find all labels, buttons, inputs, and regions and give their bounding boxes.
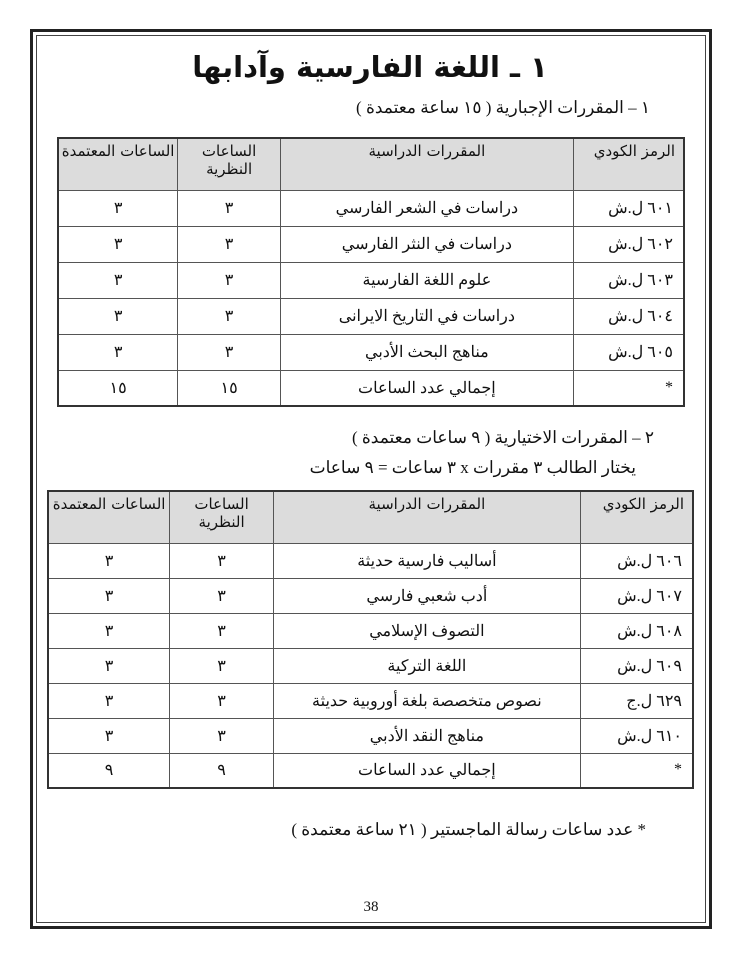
course-name-cell: أساليب فارسية حديثة — [273, 543, 580, 578]
course-code-cell: * — [573, 370, 684, 406]
table-row — [48, 718, 693, 753]
page-title: ١ ـ اللغة الفارسية وآدابها — [192, 50, 548, 84]
theory-hours-cell: ٣ — [170, 683, 274, 718]
header-code: الرمز الكودي — [573, 138, 684, 190]
credit-hours-cell: ٣ — [48, 613, 170, 648]
table-row — [58, 190, 684, 226]
credit-hours-cell: ٣ — [48, 718, 170, 753]
course-code-cell: ٦٠٩ ل.ش — [580, 648, 693, 683]
table-total-row — [48, 753, 693, 788]
theory-hours-cell: ٣ — [178, 190, 281, 226]
table-row — [58, 262, 684, 298]
header-credit-hours: الساعات المعتمدة — [58, 138, 178, 190]
theory-hours-cell: ٣ — [178, 226, 281, 262]
credit-hours-cell: ٣ — [58, 334, 178, 370]
course-code-cell: ٦٠٨ ل.ش — [580, 613, 693, 648]
course-name-cell: أدب شعبي فارسي — [273, 578, 580, 613]
header-code: الرمز الكودي — [580, 491, 693, 543]
course-name-cell: مناهج النقد الأدبي — [273, 718, 580, 753]
credit-hours-cell: ٩ — [48, 753, 170, 788]
section2-note: يختار الطالب ٣ مقررات x ٣ ساعات = ٩ ساعات — [309, 458, 636, 477]
table-row — [48, 543, 693, 578]
course-name-cell: علوم اللغة الفارسية — [280, 262, 573, 298]
course-code-cell: ٦٠٦ ل.ش — [580, 543, 693, 578]
credit-hours-cell: ٣ — [58, 298, 178, 334]
theory-hours-cell: ٣ — [170, 578, 274, 613]
table-total-row — [58, 370, 684, 406]
course-name-cell: إجمالي عدد الساعات — [273, 753, 580, 788]
elective-courses-table — [47, 490, 694, 789]
thesis-hours-footnote: * عدد ساعات رسالة الماجستير ( ٢١ ساعة معتمدة ) — [291, 820, 646, 839]
course-name-cell: نصوص متخصصة بلغة أوروبية حديثة — [273, 683, 580, 718]
course-code-cell: ٦٠٥ ل.ش — [573, 334, 684, 370]
theory-hours-cell: ٣ — [178, 298, 281, 334]
header-theory-hours: الساعات النظرية — [178, 138, 281, 190]
credit-hours-cell: ٣ — [58, 190, 178, 226]
theory-hours-cell: ٣ — [178, 262, 281, 298]
credit-hours-cell: ٣ — [48, 578, 170, 613]
credit-hours-cell: ٣ — [48, 648, 170, 683]
header-course-name: المقررات الدراسية — [273, 491, 580, 543]
theory-hours-cell: ٣ — [170, 543, 274, 578]
table-row — [58, 334, 684, 370]
course-name-cell: مناهج البحث الأدبي — [280, 334, 573, 370]
course-name-cell: اللغة التركية — [273, 648, 580, 683]
course-name-cell: دراسات في النثر الفارسي — [280, 226, 573, 262]
credit-hours-cell: ١٥ — [58, 370, 178, 406]
section2-heading: ٢ – المقررات الاختيارية ( ٩ ساعات معتمدة ) — [351, 428, 654, 447]
theory-hours-cell: ٣ — [170, 648, 274, 683]
page-number: 38 — [363, 899, 379, 915]
credit-hours-cell: ٣ — [48, 543, 170, 578]
table-row — [48, 648, 693, 683]
course-code-cell: ٦١٠ ل.ش — [580, 718, 693, 753]
header-credit-hours: الساعات المعتمدة — [48, 491, 170, 543]
table-row — [48, 613, 693, 648]
course-code-cell: ٦٠٤ ل.ش — [573, 298, 684, 334]
table-body — [48, 543, 693, 788]
course-name-cell: دراسات في الشعر الفارسي — [280, 190, 573, 226]
table-row — [58, 226, 684, 262]
table-row — [48, 578, 693, 613]
credit-hours-cell: ٣ — [58, 262, 178, 298]
header-theory-hours: الساعات النظرية — [170, 491, 274, 543]
table-body — [58, 190, 684, 406]
course-code-cell: ٦٢٩ ل.ج — [580, 683, 693, 718]
header-course-name: المقررات الدراسية — [280, 138, 573, 190]
course-code-cell: ٦٠٧ ل.ش — [580, 578, 693, 613]
credit-hours-cell: ٣ — [58, 226, 178, 262]
table-row — [58, 298, 684, 334]
table-header-row — [48, 491, 693, 543]
theory-hours-cell: ١٥ — [178, 370, 281, 406]
mandatory-courses-table — [57, 137, 685, 407]
credit-hours-cell: ٣ — [48, 683, 170, 718]
section1-heading: ١ – المقررات الإجبارية ( ١٥ ساعة معتمدة ) — [356, 98, 650, 117]
theory-hours-cell: ٣ — [178, 334, 281, 370]
table-row — [48, 683, 693, 718]
theory-hours-cell: ٣ — [170, 718, 274, 753]
theory-hours-cell: ٣ — [170, 613, 274, 648]
theory-hours-cell: ٩ — [170, 753, 274, 788]
course-code-cell: ٦٠١ ل.ش — [573, 190, 684, 226]
course-code-cell: * — [580, 753, 693, 788]
course-code-cell: ٦٠٣ ل.ش — [573, 262, 684, 298]
course-name-cell: التصوف الإسلامي — [273, 613, 580, 648]
table-header-row — [58, 138, 684, 190]
course-code-cell: ٦٠٢ ل.ش — [573, 226, 684, 262]
course-name-cell: دراسات في التاريخ الايرانى — [280, 298, 573, 334]
course-name-cell: إجمالي عدد الساعات — [280, 370, 573, 406]
